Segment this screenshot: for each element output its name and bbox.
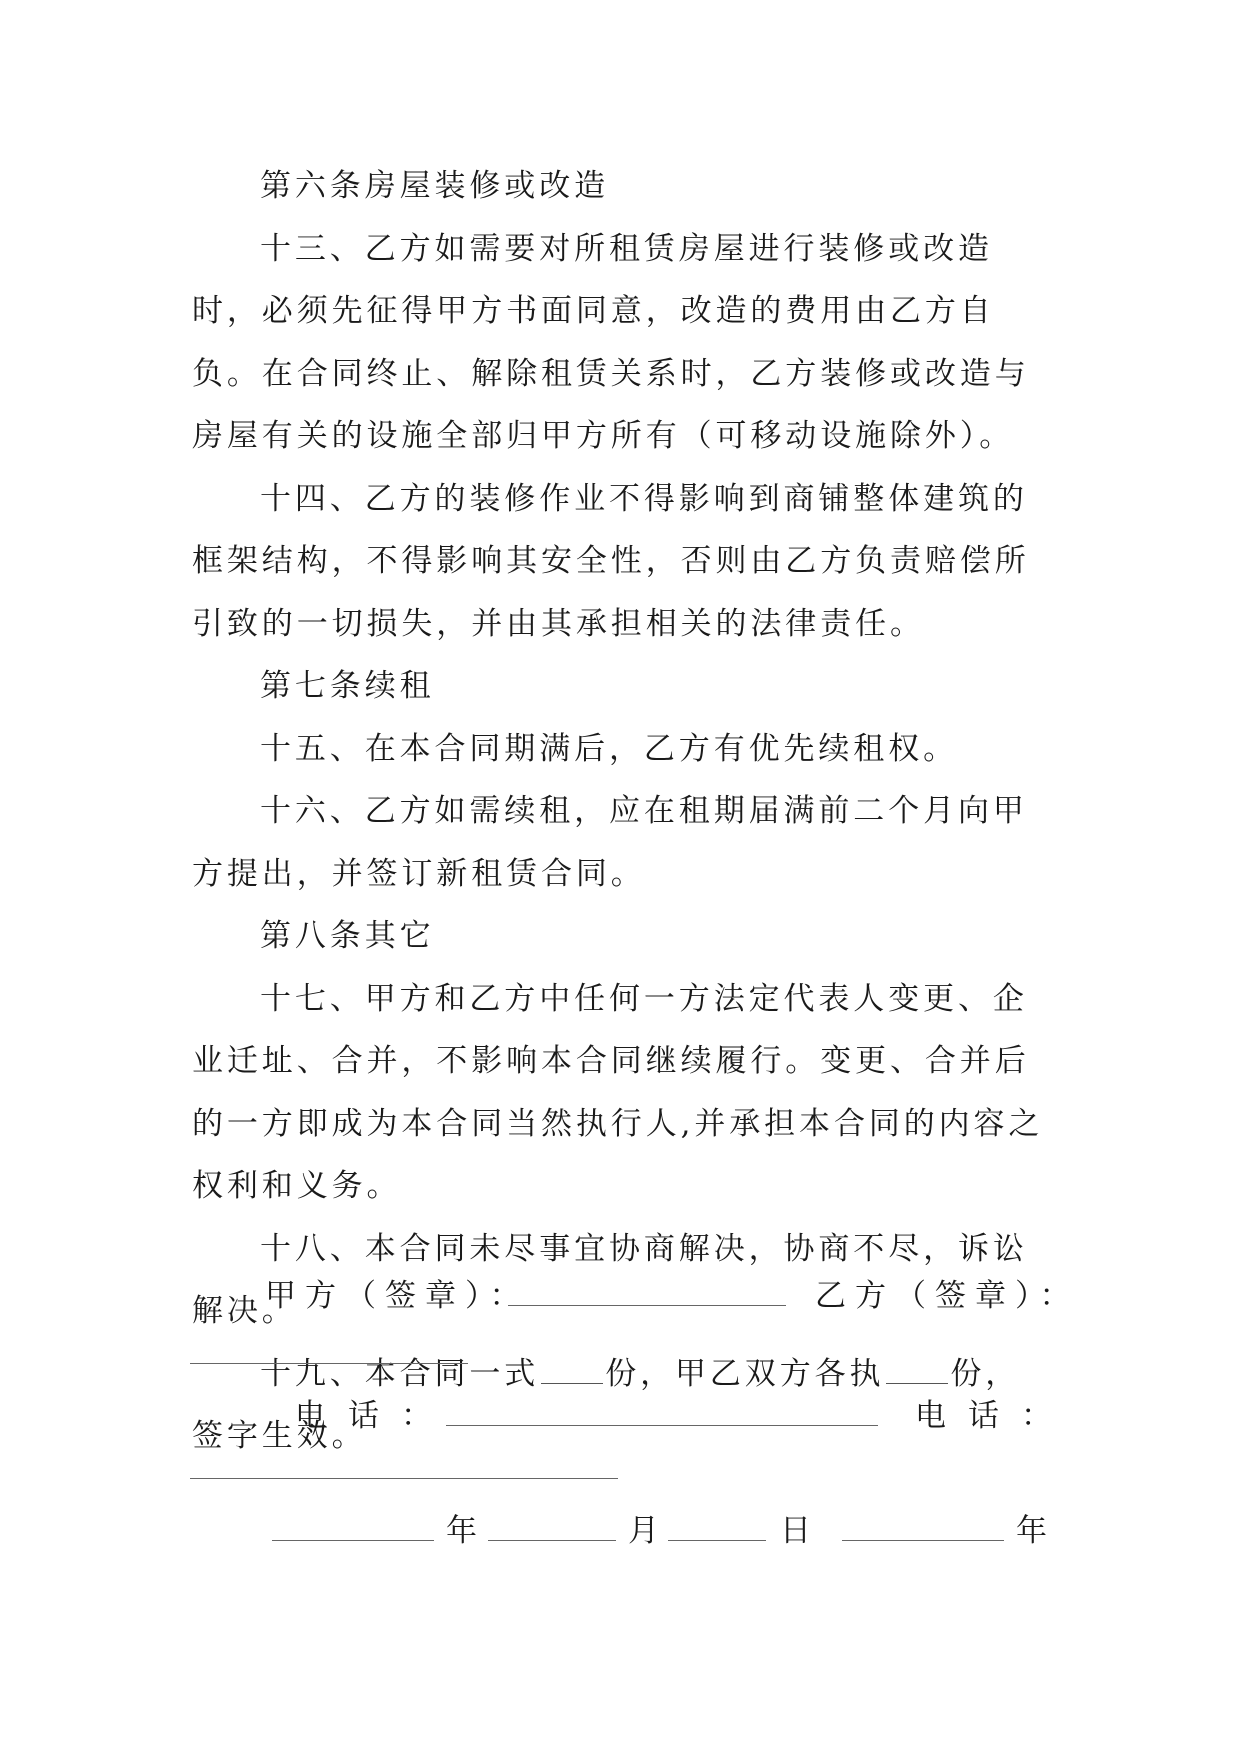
day-label-a: 日 (780, 1513, 815, 1549)
party-b-sign-line[interactable] (190, 1363, 468, 1364)
year-label-b: 年 (1016, 1513, 1051, 1549)
party-a-phone-line[interactable] (446, 1425, 878, 1426)
year-label-a: 年 (446, 1513, 481, 1549)
year-line-b[interactable] (842, 1540, 1004, 1541)
clause-13: 十三、乙方如需要对所租赁房屋进行装修或改造时，必须先征得甲方书面同意，改造的费用由乙方自负。在合同终止、解除租赁关系时，乙方装修或改造与房屋有关的设施全部归甲方所有（可移动设施除外）。 (192, 230, 1030, 454)
article-7-heading: 第七条续租 (260, 668, 435, 704)
year-line-a[interactable] (272, 1540, 434, 1541)
clause-19-part1: 十九、本合同一式 (260, 1355, 540, 1392)
clause-18: 十八、本合同未尽事宜协商解决，协商不尽，诉讼解决。 (192, 1230, 1028, 1329)
day-line-a[interactable] (668, 1540, 766, 1541)
month-label-a: 月 (628, 1513, 663, 1549)
copies-each-blank[interactable] (886, 1355, 948, 1384)
party-b-sign-label: 乙方（签章）： (815, 1278, 1080, 1314)
party-b-phone-line[interactable] (190, 1478, 618, 1479)
clause-19-part3: 份，签字生效。 (192, 1355, 1021, 1454)
party-b-phone-label: 电话： (915, 1398, 1074, 1434)
clause-15: 十五、在本合同期满后，乙方有优先续租权。 (260, 730, 958, 767)
party-a-phone-label: 电话： (295, 1398, 454, 1434)
copies-total-blank[interactable] (541, 1355, 603, 1384)
clause-16: 十六、乙方如需续租，应在租期届满前二个月向甲方提出，并签订新租赁合同。 (192, 793, 1028, 892)
party-a-sign-line[interactable] (508, 1305, 786, 1306)
article-6-heading: 第六条房屋装修或改造 (260, 168, 609, 204)
article-8-heading: 第八条其它 (260, 918, 435, 954)
clause-19-part2: 份，甲乙双方各执 (605, 1355, 885, 1392)
party-a-sign-label: 甲方（签章）： (265, 1278, 530, 1314)
month-line-a[interactable] (488, 1540, 616, 1541)
clause-14: 十四、乙方的装修作业不得影响到商铺整体建筑的框架结构，不得影响其安全性，否则由乙方负责赔偿所引致的一切损失，并由其承担相关的法律责任。 (192, 480, 1030, 642)
clause-17: 十七、甲方和乙方中任何一方法定代表人变更、企业迁址、合并，不影响本合同继续履行。变更、合并后的一方即成为本合同当然执行人,并承担本合同的内容之权利和义务。 (192, 980, 1044, 1204)
